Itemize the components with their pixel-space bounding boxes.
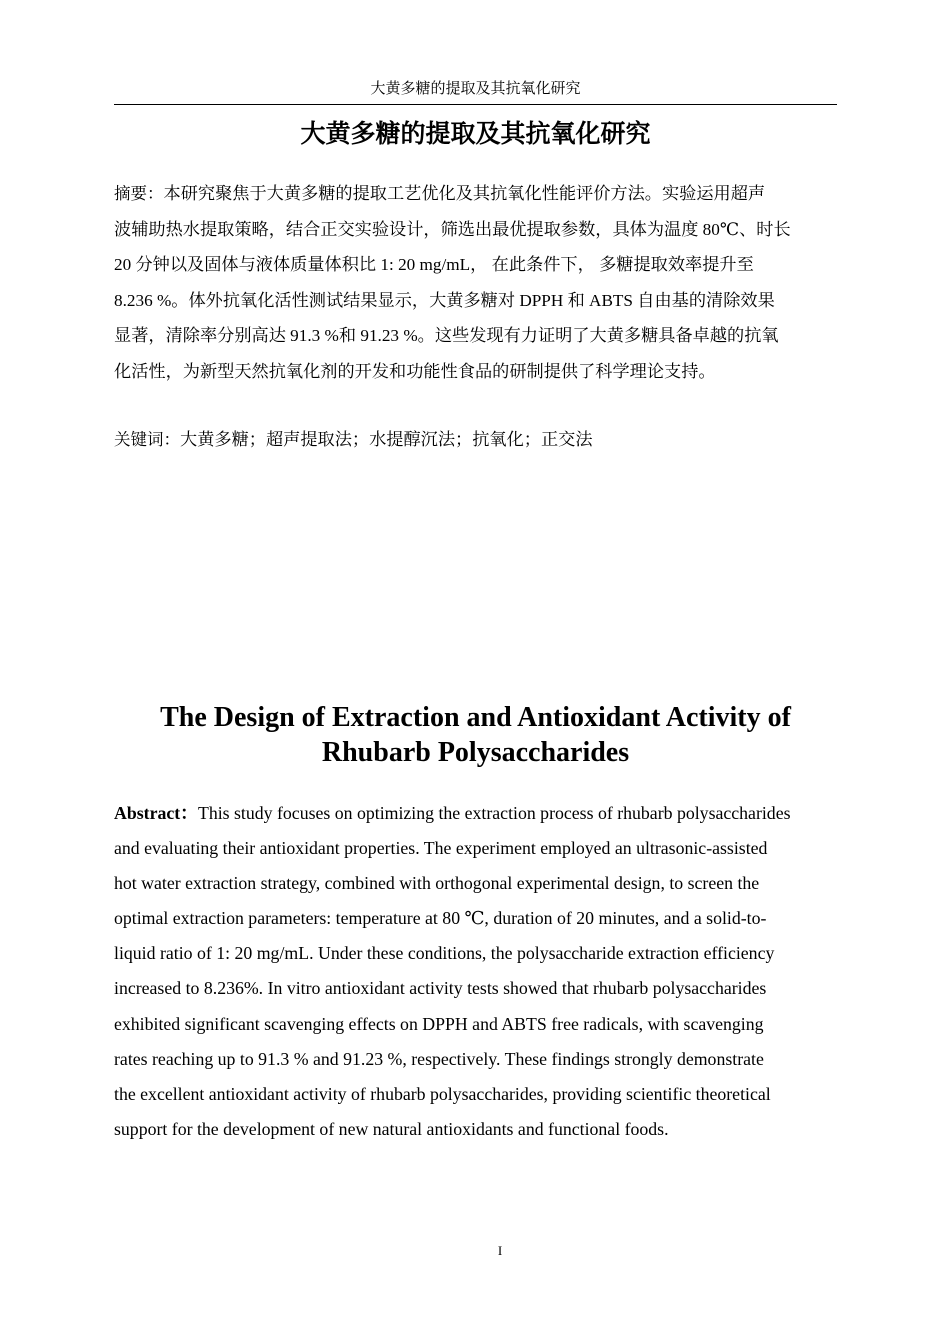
english-title-line: The Design of Extraction and Antioxidant Activity of	[160, 702, 791, 733]
english-abstract-label: Abstract：	[114, 803, 198, 823]
header-rule	[114, 104, 837, 105]
chinese-abstract-line: 20 分钟以及固体与液体质量体积比 1: 20 mg/mL， 在此条件下， 多糖提取效率提升至	[114, 255, 754, 274]
english-abstract-line: increased to 8.236%. In vitro antioxidant activity tests showed that rhubarb polysaccharides	[114, 978, 767, 999]
english-abstract-line: Abstract：This study focuses on optimizing the extraction process of rhubarb polysaccharides	[114, 803, 791, 823]
english-abstract	[114, 796, 849, 1147]
english-title-line: Rhubarb Polysaccharides	[321, 737, 630, 768]
page-number: I	[497, 1243, 503, 1258]
english-abstract-line: and evaluating their antioxidant properties. The experiment employed an ultrasonic-assisted	[114, 838, 768, 859]
chinese-abstract-line: 显著，清除率分别高达 91.3 %和 91.23 %。这些发现有力证明了大黄多糖具备卓越的抗氧	[114, 326, 779, 345]
english-abstract-line: liquid ratio of 1: 20 mg/mL. Under these conditions, the polysaccharide extraction efficiency	[114, 943, 775, 964]
chinese-keywords-text: 大黄多糖；超声提取法；水提醇沉法；抗氧化；正交法	[180, 430, 593, 449]
chinese-abstract-line: 波辅助热水提取策略，结合正交实验设计，筛选出最优提取参数，具体为温度 80℃、时长	[114, 219, 791, 239]
chinese-abstract-line: 8.236 %。体外抗氧化活性测试结果显示，大黄多糖对 DPPH 和 ABTS 自由基的清除效果	[114, 290, 775, 310]
chinese-keywords	[114, 422, 837, 458]
chinese-title: 大黄多糖的提取及其抗氧化研究	[300, 119, 651, 148]
english-abstract-line: rates reaching up to 91.3 % and 91.23 %, respectively. These findings strongly demonstrate	[114, 1048, 764, 1069]
english-abstract-line: support for the development of new natural antioxidants and functional foods.	[114, 1118, 669, 1139]
running-header: 大黄多糖的提取及其抗氧化研究	[370, 81, 581, 97]
english-abstract-line: hot water extraction strategy, combined with orthogonal experimental design, to screen the	[114, 873, 760, 894]
english-abstract-line: exhibited significant scavenging effects on DPPH and ABTS free radicals, with scavenging	[114, 1013, 764, 1034]
english-abstract-line: the excellent antioxidant activity of rhubarb polysaccharides, providing scientific theoretical	[114, 1083, 771, 1104]
chinese-abstract-line: 摘要：本研究聚焦于大黄多糖的提取工艺优化及其抗氧化性能评价方法。实验运用超声	[114, 184, 766, 203]
chinese-abstract	[114, 176, 842, 389]
chinese-abstract-label: 摘要：	[114, 184, 164, 203]
english-abstract-line: optimal extraction parameters: temperature at 80 ℃, duration of 20 minutes, and a solid-to-	[114, 908, 767, 929]
chinese-abstract-line: 化活性，为新型天然抗氧化剂的开发和功能性食品的研制提供了科学理论支持。	[114, 361, 716, 381]
english-title	[114, 700, 837, 770]
chinese-keywords-label: 关键词：	[114, 430, 180, 449]
